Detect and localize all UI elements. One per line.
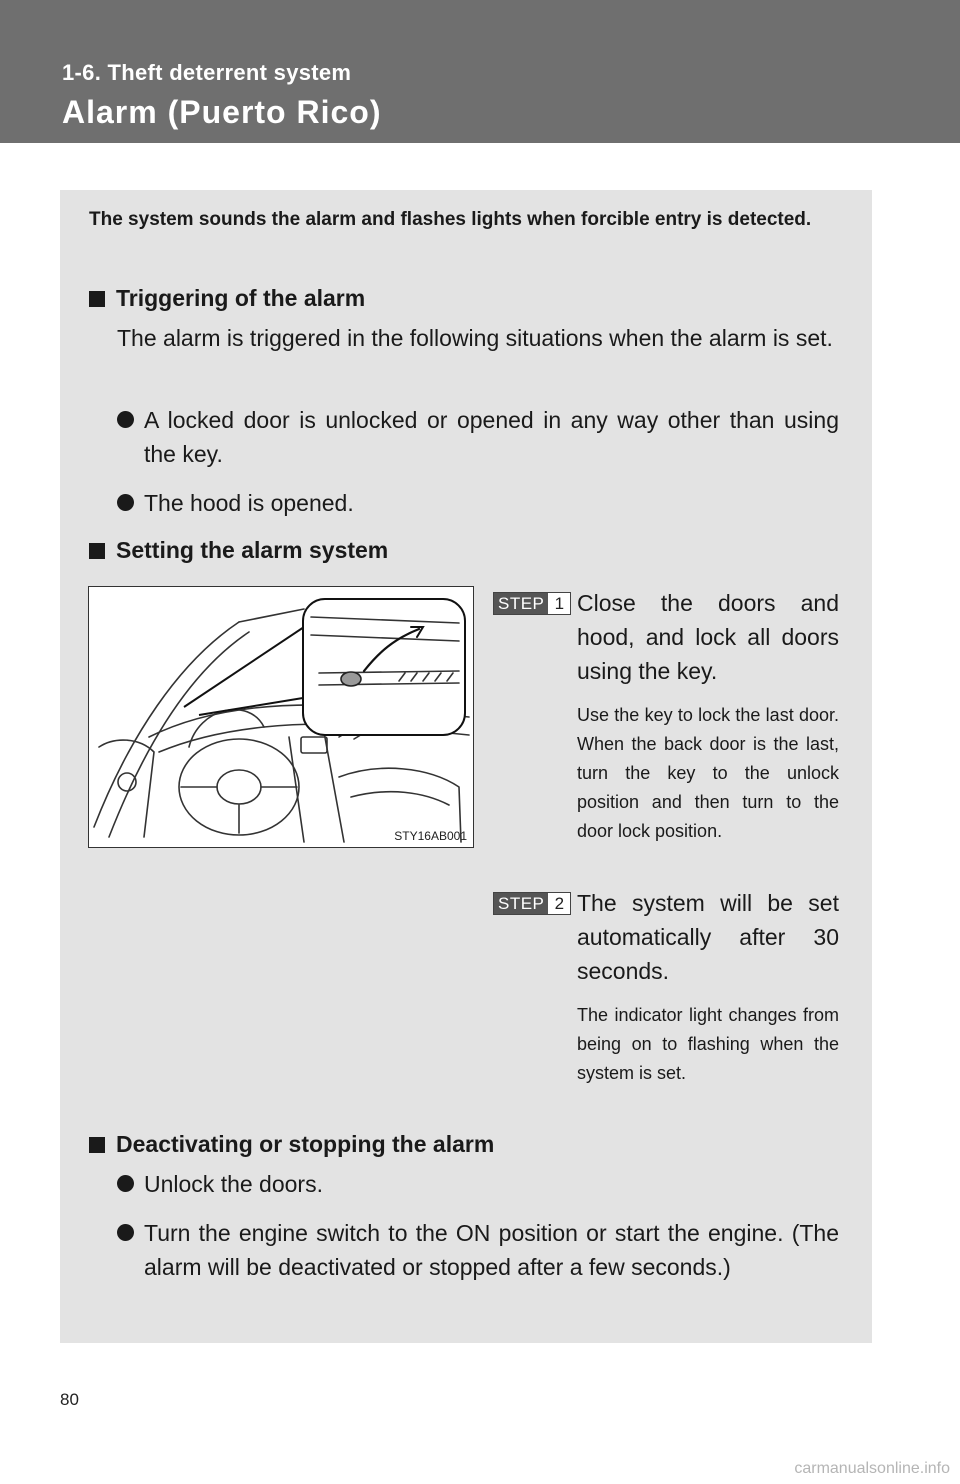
step-1-note: Use the key to lock the last door. When the back door is the last, turn the key to the unlock position and then turn to the door lock position. bbox=[577, 705, 839, 841]
heading-triggering bbox=[89, 285, 365, 312]
step-2-badge bbox=[493, 892, 571, 915]
round-bullet-icon bbox=[117, 1175, 134, 1192]
heading-label: Setting the alarm system bbox=[116, 537, 389, 563]
list-item bbox=[117, 403, 839, 471]
step-1-text: Close the doors and hood, and lock all doors using the key. bbox=[577, 590, 839, 684]
step-2-text: The system will be set automatically after 30 seconds. bbox=[577, 890, 839, 984]
list-item bbox=[117, 1216, 839, 1284]
list-item-text: Unlock the doors. bbox=[144, 1171, 323, 1197]
section-label: 1-6. Theft deterrent system bbox=[62, 60, 352, 85]
list-item-text: Turn the engine switch to the ON position or start the engine. (The alarm will be deactivated or stopped after a few seconds.) bbox=[144, 1220, 839, 1280]
intro-text: The system sounds the alarm and flashes lights when forcible entry is detected. bbox=[89, 209, 812, 230]
round-bullet-icon bbox=[117, 494, 134, 511]
step-2-note: The indicator light changes from being on to flashing when the system is set. bbox=[577, 1005, 839, 1083]
square-bullet-icon bbox=[89, 1137, 105, 1153]
step-1-badge bbox=[493, 592, 571, 615]
list-item-text: A locked door is unlocked or opened in any way other than using the key. bbox=[144, 407, 839, 467]
page-number: 80 bbox=[60, 1390, 79, 1409]
heading-deactivating bbox=[89, 1131, 494, 1158]
step-word: STEP bbox=[494, 893, 548, 914]
step-number: 1 bbox=[548, 593, 570, 614]
square-bullet-icon bbox=[89, 543, 105, 559]
round-bullet-icon bbox=[117, 411, 134, 428]
triggering-description: The alarm is triggered in the following situations when the alarm is set. bbox=[117, 325, 833, 351]
list-item bbox=[117, 486, 839, 520]
square-bullet-icon bbox=[89, 291, 105, 307]
watermark: carmanualsonline.info bbox=[794, 1460, 950, 1477]
round-bullet-icon bbox=[117, 1224, 134, 1241]
heading-setting bbox=[89, 537, 388, 564]
list-item-text: The hood is opened. bbox=[144, 490, 354, 516]
figure-code: STY16AB001 bbox=[394, 829, 467, 843]
step-number: 2 bbox=[548, 893, 570, 914]
dashboard-illustration bbox=[88, 586, 474, 848]
list-item bbox=[117, 1167, 839, 1201]
heading-label: Deactivating or stopping the alarm bbox=[116, 1131, 495, 1157]
heading-label: Triggering of the alarm bbox=[116, 285, 366, 311]
page-title: Alarm (Puerto Rico) bbox=[62, 94, 382, 130]
step-word: STEP bbox=[494, 593, 548, 614]
page-header bbox=[0, 0, 960, 143]
dashboard-drawing-icon bbox=[89, 587, 474, 848]
